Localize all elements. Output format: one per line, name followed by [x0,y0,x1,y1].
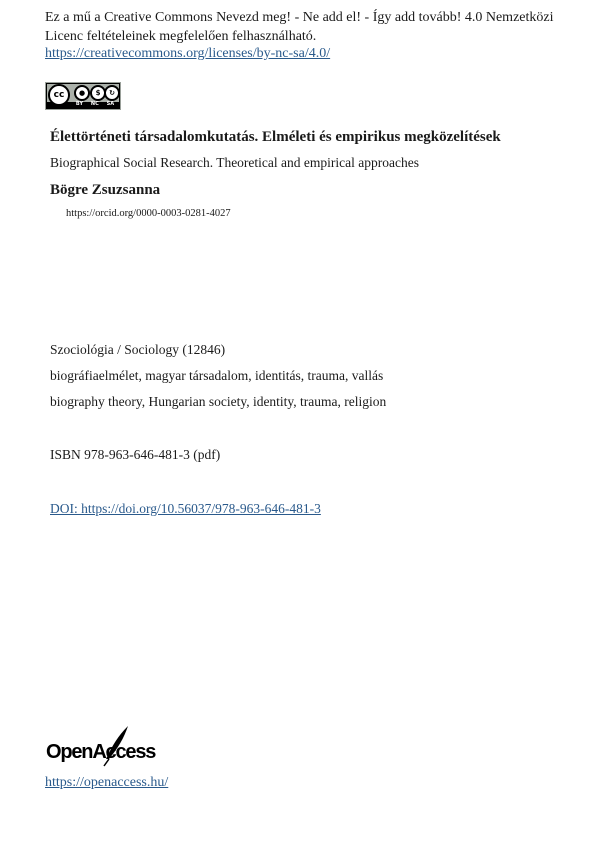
isbn: ISBN 978-963-646-481-3 (pdf) [50,447,221,462]
by-attribution-icon: ● [74,85,90,101]
openaccess-logo [46,724,181,768]
cc-icon: cc [48,84,70,106]
keywords-hungarian: biográfiaelmélet, magyar társadalom, identitás, trauma, vallás [50,368,384,383]
nc-noncommercial-icon: $ [90,85,106,101]
badge-label-nc: NC [90,101,99,107]
keywords-english: biography theory, Hungarian society, identity, trauma, religion [50,394,387,409]
sa-sharealike-icon: ↻ [104,85,120,101]
author-orcid: https://orcid.org/0000-0003-0281-4027 [66,208,231,219]
subject-category: Szociológia / Sociology (12846) [50,342,226,357]
cc-license-badge[interactable] [45,82,121,110]
author-name: Bögre Zsuzsanna [50,182,161,198]
cc-badge-labels [72,100,118,108]
badge-label-by: BY [75,101,84,107]
badge-label-sa: SA [106,101,115,107]
openaccess-link[interactable]: https://openaccess.hu/ [45,775,169,790]
book-title-english: Biographical Social Research. Theoretical and empirical approaches [50,155,419,170]
license-notice: Ez a mű a Creative Commons Nevezd meg! - Ne add el! - Így add tovább! 4.0 Nemzetközi Licenc feltételeinek megfelelően felhasználható. [45,10,554,44]
doi-link[interactable]: DOI: https://doi.org/10.56037/978-963-646-481-3 [50,501,321,516]
openaccess-logo-text: OpenAccess [46,741,156,763]
book-title-hungarian: Élettörténeti társadalomkutatás. Elméleti és empirikus megközelítések [50,129,501,145]
license-link[interactable]: https://creativecommons.org/licenses/by-nc-sa/4.0/ [45,46,331,61]
